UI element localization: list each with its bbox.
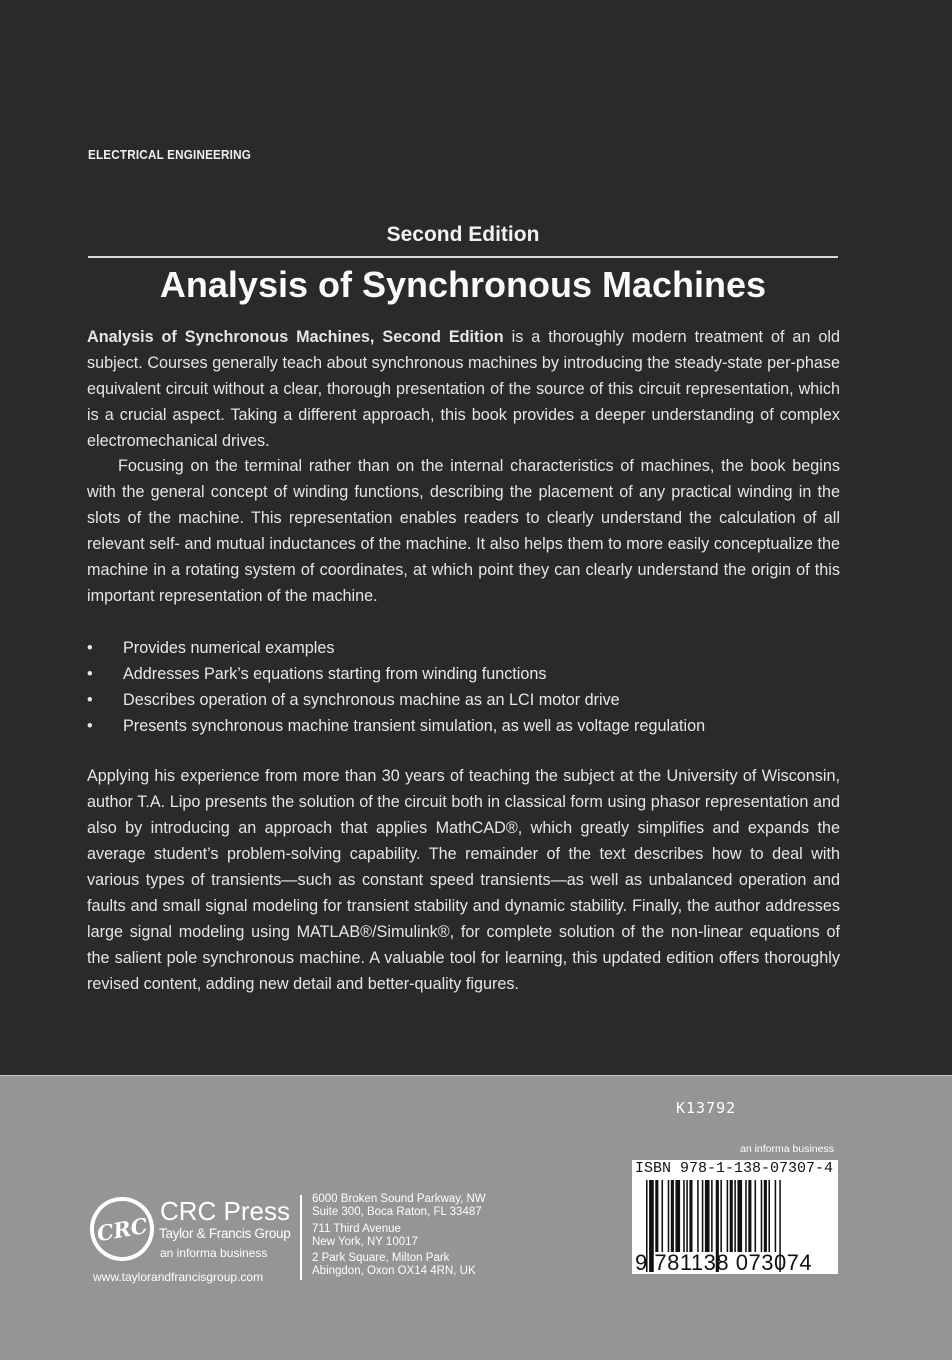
feature-list [87,635,705,739]
list-item [87,713,705,739]
list-item [87,661,705,687]
list-item-text: Provides numerical examples [123,639,335,657]
description-text: is a thoroughly modern treatment of an old subject. Courses generally teach about synchronous machines by introducing the steady-state per-phase equivalent circuit without a clear, thorough presentation of the source of this circuit representation, which is a crucial aspect. Taking a different approach, this book provides a deeper understanding of complex electromechanical drives. [87,328,840,450]
publisher-group: Taylor & Francis Group [159,1226,291,1241]
bullet-icon: • [87,717,93,735]
publisher-url[interactable]: www.taylorandfrancisgroup.com [93,1270,264,1284]
category-label: ELECTRICAL ENGINEERING [88,147,252,162]
address-uk [312,1252,486,1279]
address-line: 2 Park Square, Milton Park [312,1252,450,1265]
title-rule [88,256,838,258]
description-bold-title: Analysis of Synchronous Machines, Second Edition [87,328,504,346]
address-line: 711 Third Avenue [312,1222,401,1235]
barcode [632,1160,838,1274]
list-item [87,635,705,661]
isbn-text: ISBN 978-1-138-07307-4 [635,1160,834,1177]
bullet-icon: • [87,691,93,709]
list-item-text: Describes operation of a synchronous machine as an LCI motor drive [123,691,620,709]
description-paragraph-3: Applying his experience from more than 30 years of teaching the subject at the University of Wisconsin, author T.A. Lipo presents the solution of the circuit both in classical form using phasor representation and also by introducing an approach that applies MathCAD®, which greatly simplifies and expands the average student’s problem-solving capability. The remainder of the text describes how to deal with various types of transients—such as constant speed transients—as well as unbalanced operation and faults and small signal modeling for transient stability and dynamic stability. Finally, the author addresses large signal modeling using MATLAB®/Simulink®, for complete solution of the non-linear equations of the salient pole synchronous machine. A valuable tool for learning, this updated edition offers thoroughly revised content, adding new detail and better-quality figures. [87,767,840,993]
informa-tagline: an informa business [740,1143,834,1155]
address-line: Suite 300, Boca Raton, FL 33487 [312,1206,482,1219]
crc-logo: CRC [85,1192,159,1266]
description-paragraph-1 [87,324,840,454]
publisher-informa: an informa business [160,1246,268,1260]
bullet-icon: • [87,665,93,683]
address-line: Abingdon, Oxon OX14 4RN, UK [312,1265,476,1278]
publisher-name: CRC Press [160,1196,291,1226]
book-title: Analysis of Synchronous Machines [159,264,767,305]
edition-label: Second Edition [386,223,540,246]
list-item-text: Addresses Park’s equations starting from winding functions [123,665,547,683]
barcode-number: 9 781138 073074 [635,1250,813,1275]
address-line: New York, NY 10017 [312,1235,418,1248]
list-item-text: Presents synchronous machine transient simulation, as well as voltage regulation [123,717,706,735]
address-ny [312,1193,486,1220]
address-line: 6000 Broken Sound Parkway, NW [312,1193,486,1205]
bullet-icon: • [87,639,93,657]
description-paragraph-2: Focusing on the terminal rather than on the internal characteristics of machines, the book begins with the general concept of winding functions, describing the placement of any practical winding in the slots of the machine. This representation enables readers to clearly understand the calculation of all relevant self- and mutual inductances of the machine. It also helps them to more easily conceptualize the machine in a rotating system of coordinates, at which point they can clearly understand the origin of this important representation of the machine. [87,457,840,605]
product-code: K13792 [676,1099,737,1117]
divider [300,1195,302,1280]
address-ny2 [312,1223,486,1250]
list-item [87,687,705,713]
publisher-addresses [312,1193,486,1282]
